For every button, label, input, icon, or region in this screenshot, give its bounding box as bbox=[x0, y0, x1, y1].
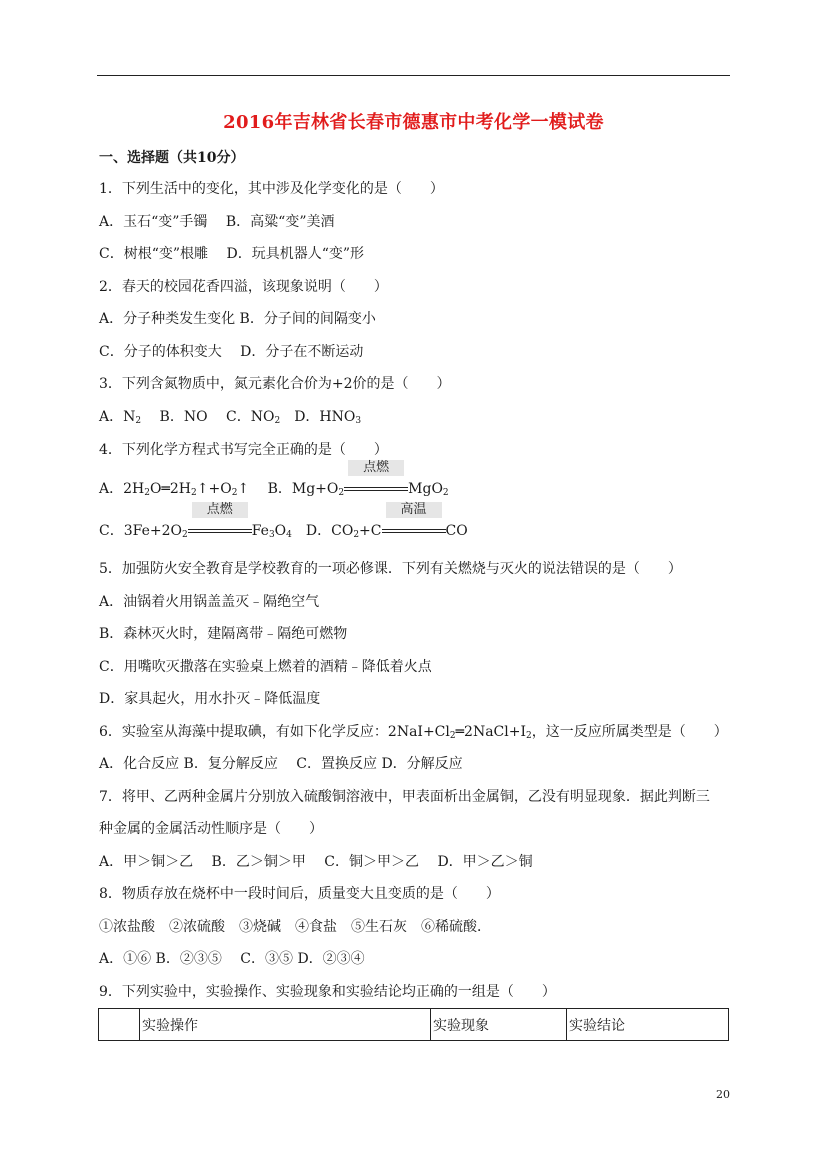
condition-label: 高温 bbox=[386, 502, 442, 518]
q7-stem-line1: 7．将甲、乙两种金属片分别放入硫酸铜溶液中，甲表面析出金属铜，乙没有明显现象．据此判断三 bbox=[99, 789, 710, 805]
q2-stem: 2．春天的校园花香四溢，该现象说明（ ） bbox=[99, 279, 388, 295]
equals-sign bbox=[382, 529, 446, 533]
q8-stem: 8．物质存放在烧杯中一段时间后，质量变大且变质的是（ ） bbox=[99, 886, 500, 902]
q4-options-ab: A．$2H_2O═2H_2↑+O_2↑$ B．$Mg+O_2$ 点燃 MgO$_2$ bbox=[99, 460, 449, 498]
q1-options-ab: A．玉石“变”手镯 B．高粱“变”美酒 bbox=[99, 214, 335, 230]
q2-options-cd: C．分子的体积变大 D．分子在不断运动 bbox=[99, 344, 364, 360]
equals-sign bbox=[188, 529, 252, 533]
q5-option-c: C．用嘴吹灭撒落在实验桌上燃着的酒精﹣降低着火点 bbox=[99, 659, 432, 675]
equals-sign bbox=[344, 487, 408, 491]
condition-label: 点燃 bbox=[192, 502, 248, 518]
q6-stem-mid: ═2NaCl+I bbox=[455, 724, 526, 740]
q5-option-a: A．油锅着火用锅盖盖灭﹣隔绝空气 bbox=[99, 594, 320, 610]
q1-options-cd: C．树根“变”根雕 D．玩具机器人“变”形 bbox=[99, 246, 365, 262]
page-title: 2016年吉林省长春市德惠市中考化学一模试卷 bbox=[223, 112, 604, 133]
q6-stem: 6．实验室从海藻中提取碘，有如下化学反应：$2NaI+Cl_2═2NaCl+I_2$，这一反应所属类型是（ ） bbox=[99, 724, 728, 741]
q3-stem: 3．下列含氮物质中，氮元素化合价为+2价的是（ ） bbox=[99, 376, 451, 392]
page-number: 20 bbox=[716, 1088, 730, 1101]
q7-stem-line2: 种金属的金属活动性顺序是（ ） bbox=[99, 821, 323, 837]
q6-stem-post: ，这一反应所属类型是（ ） bbox=[531, 724, 728, 740]
q9-stem: 9．下列实验中，实验操作、实验现象和实验结论均正确的一组是（ ） bbox=[99, 984, 556, 1000]
q4-c-reaction-condition bbox=[188, 502, 252, 540]
table-header-cell: 实验结论 bbox=[567, 1009, 729, 1041]
q5-option-d: D．家具起火，用水扑灭﹣降低温度 bbox=[99, 691, 321, 707]
q6-options: A．化合反应 B．复分解反应 C．置换反应 D．分解反应 bbox=[99, 756, 463, 772]
table-header-cell: 实验现象 bbox=[431, 1009, 567, 1041]
q5-stem: 5．加强防火安全教育是学校教育的一项必修课．下列有关燃烧与灭火的说法错误的是（ ） bbox=[99, 561, 682, 577]
q7-options: A．甲＞铜＞乙 B．乙＞铜＞甲 C．铜＞甲＞乙 D．甲＞乙＞铜 bbox=[99, 854, 533, 870]
q3-options: A．$N_2$ B．NO C．$NO_2$ D．$HNO_3$ bbox=[99, 409, 362, 426]
table-header-row bbox=[99, 1009, 729, 1041]
q2-options-ab: A．分子种类发生变化 B．分子间的间隔变小 bbox=[99, 311, 376, 327]
section-heading: 一、选择题（共10分） bbox=[99, 150, 245, 166]
table-header-cell bbox=[99, 1009, 140, 1041]
q9-table bbox=[98, 1008, 729, 1041]
header-rule bbox=[97, 75, 730, 76]
q6-stem-pre: 6．实验室从海藻中提取碘，有如下化学反应：2NaI+Cl bbox=[99, 724, 450, 740]
q5-option-b: B．森林灭火时，建隔离带﹣隔绝可燃物 bbox=[99, 626, 348, 642]
table-header-cell: 实验操作 bbox=[140, 1009, 431, 1041]
condition-label: 点燃 bbox=[348, 460, 404, 476]
q4-stem: 4．下列化学方程式书写完全正确的是（ ） bbox=[99, 442, 388, 458]
q1-stem: 1．下列生活中的变化，其中涉及化学变化的是（ ） bbox=[99, 181, 444, 197]
q4-options-cd: C．$3Fe+2O_2$ 点燃 $Fe_3O_4$ D．$CO_2+C$ 高温 CO bbox=[99, 502, 468, 540]
q4-a-reaction-condition bbox=[344, 460, 408, 498]
q8-options: A．①⑥ B．②③⑤ C．③⑤ D．②③④ bbox=[99, 951, 365, 967]
q8-items: ①浓盐酸 ②浓硫酸 ③烧碱 ④食盐 ⑤生石灰 ⑥稀硫酸． bbox=[99, 919, 491, 935]
q4-d-reaction-condition bbox=[382, 502, 446, 540]
